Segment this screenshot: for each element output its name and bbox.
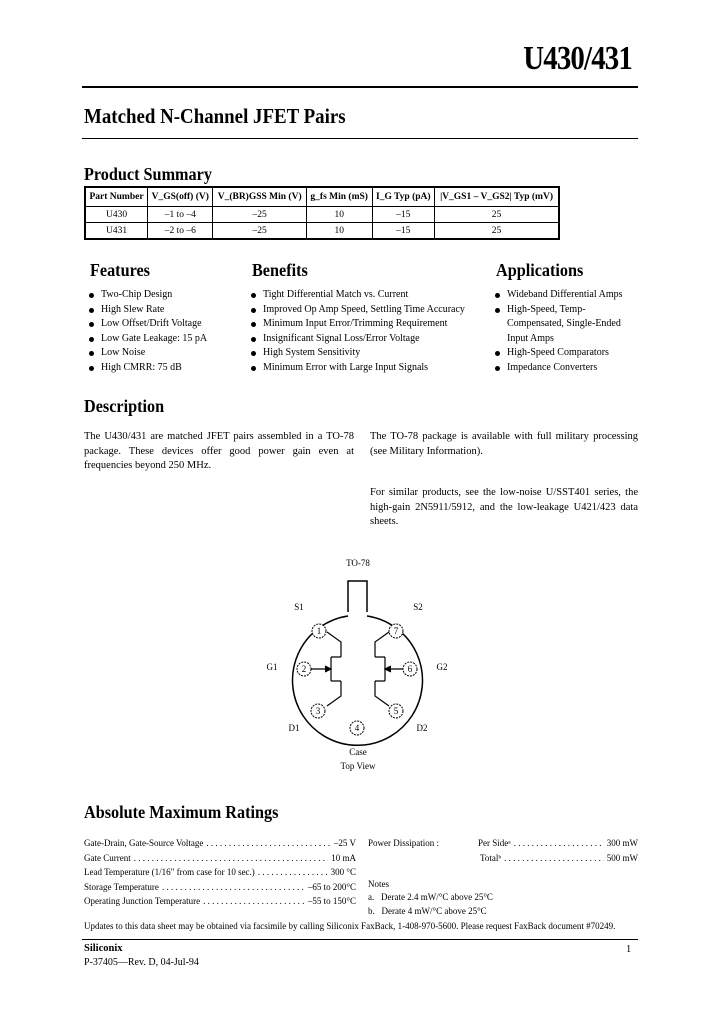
list-item: Two-Chip Design: [88, 288, 207, 303]
page-title: Matched N-Channel JFET Pairs: [84, 104, 346, 128]
rating-row: [84, 836, 356, 851]
jfet-symbols: [310, 632, 403, 706]
amr-left-list: [84, 836, 356, 909]
company-name: Siliconix: [84, 943, 123, 954]
list-item: Tight Differential Match vs. Current: [250, 288, 465, 303]
rating-row: [84, 894, 356, 909]
list-item: Low Gate Leakage: 15 pA: [88, 332, 207, 347]
rating-value: 300 °C: [330, 867, 356, 878]
rating-value: 500 mW: [606, 852, 638, 863]
description-paragraph: The TO-78 package is available with full military processing (see Military Information).: [370, 431, 638, 457]
list-item: Insignificant Signal Loss/Error Voltage: [250, 332, 465, 347]
rating-label: Storage Temperature: [84, 881, 159, 892]
table-cell: –25: [213, 223, 306, 240]
column-header: g_fs Min (mS): [306, 187, 372, 207]
rating-row: [84, 880, 356, 895]
pin-number: 2: [301, 664, 307, 674]
rating-label: Gate-Drain, Gate-Source Voltage: [84, 838, 204, 848]
list-item: Wideband Differential Amps: [494, 288, 634, 303]
list-item: High-Speed, Temp-Compensated, Single-Ended Input Amps: [494, 303, 632, 347]
pin-number: 3: [315, 706, 321, 716]
rating-row: [84, 865, 356, 880]
rating-value: 300 mW: [606, 838, 638, 848]
note: b. Derate 4 mW/°C above 25°C: [368, 906, 487, 916]
pin-number: 7: [393, 626, 399, 636]
table-cell: 25: [435, 207, 559, 223]
package-tab: [348, 581, 367, 612]
power-list: [478, 836, 638, 865]
pin-number: 1: [316, 626, 322, 636]
rating-value: –25 V: [333, 838, 356, 848]
table-cell: –15: [372, 207, 435, 223]
list-item: Low Noise: [88, 346, 207, 361]
description-paragraph: The U430/431 are matched JFET pairs assembled in a TO-78 package. These devices offer good power gain even at frequencies beyond 250 MHz.: [84, 431, 354, 471]
benefits-heading: Benefits: [252, 260, 308, 280]
table-cell: 10: [306, 223, 372, 240]
rating-label: Per Sideᵃ: [478, 838, 511, 848]
list-item: High System Sensitivity: [250, 346, 465, 361]
column-header: V_(BR)GSS Min (V): [213, 187, 306, 207]
rating-label: Totalᵇ: [480, 852, 502, 863]
pin-label-s1: S1: [294, 602, 304, 612]
product-summary-heading: Product Summary: [84, 164, 212, 184]
rating-label: Gate Current: [84, 852, 131, 863]
list-item: Minimum Input Error/Trimming Requirement: [250, 317, 465, 332]
pin-number: 5: [393, 706, 399, 716]
table-cell: –25: [213, 207, 306, 223]
description-paragraph: For similar products, see the low-noise U/SST401 series, the high-gain 2N5911/5912, and the low-leakage U421/423 data sheets.: [370, 487, 638, 527]
case-label: Case: [349, 747, 367, 757]
pin-number: 4: [354, 723, 360, 733]
list-item: Impedance Converters: [494, 361, 634, 376]
table-cell: –1 to –4: [148, 207, 213, 223]
power-dissipation-label: Power Dissipation :: [368, 838, 439, 848]
rating-label: Operating Junction Temperature: [84, 896, 201, 907]
list-item: High-Speed Comparators: [494, 346, 634, 361]
table-cell: 10: [306, 207, 372, 223]
part-number: U430/431: [523, 40, 632, 77]
rating-row: [84, 851, 356, 866]
list-item: Improved Op Amp Speed, Settling Time Accuracy: [250, 303, 465, 318]
rating-value: –55 to 150°C: [307, 896, 356, 907]
page-number: 1: [626, 944, 632, 955]
pin-label-d1: D1: [288, 723, 300, 733]
table-cell: 25: [435, 223, 559, 240]
column-header: Part Number: [85, 187, 148, 207]
rating-row: [478, 836, 638, 851]
amr-heading: Absolute Maximum Ratings: [84, 802, 279, 822]
applications-heading: Applications: [496, 260, 584, 280]
table-cell: U431: [85, 223, 148, 240]
document-id: P-37405—Rev. D, 04-Jul-94: [84, 957, 199, 968]
features-heading: Features: [90, 260, 150, 280]
list-item: High Slew Rate: [88, 303, 207, 318]
footer-rule: [82, 939, 638, 940]
view-label: Top View: [340, 761, 376, 771]
rating-value: –65 to 200°C: [307, 881, 356, 892]
note: a. Derate 2.4 mW/°C above 25°C: [368, 892, 493, 902]
pin-label-s2: S2: [413, 602, 423, 612]
description-heading: Description: [84, 396, 165, 416]
rating-value: 10 mA: [331, 852, 356, 863]
list-item: High CMRR: 75 dB: [88, 361, 207, 376]
column-header: I_G Typ (pA): [372, 187, 435, 207]
table-cell: –2 to –6: [148, 223, 213, 240]
pin-number: 6: [407, 664, 413, 674]
rating-row: [478, 851, 638, 866]
table-cell: –15: [372, 223, 435, 240]
column-header: V_GS(off) (V): [148, 187, 213, 207]
rating-label: Lead Temperature (1/16" from case for 10 sec.): [84, 867, 255, 878]
table-cell: U430: [85, 207, 148, 223]
pin-label-g2: G2: [436, 662, 448, 672]
package-label: TO-78: [346, 558, 370, 568]
update-note: Updates to this data sheet may be obtained via facsimile by calling Siliconix FaxBack, 1-408-970-5600. Please request FaxBack document #70249.: [84, 921, 616, 931]
list-item: Minimum Error with Large Input Signals: [250, 361, 465, 376]
column-header: |V_GS1 – V_GS2| Typ (mV): [435, 187, 559, 207]
notes-heading: Notes: [368, 879, 389, 889]
list-item: Low Offset/Drift Voltage: [88, 317, 207, 332]
pin-label-g1: G1: [266, 662, 278, 672]
pin-label-d2: D2: [416, 723, 428, 733]
